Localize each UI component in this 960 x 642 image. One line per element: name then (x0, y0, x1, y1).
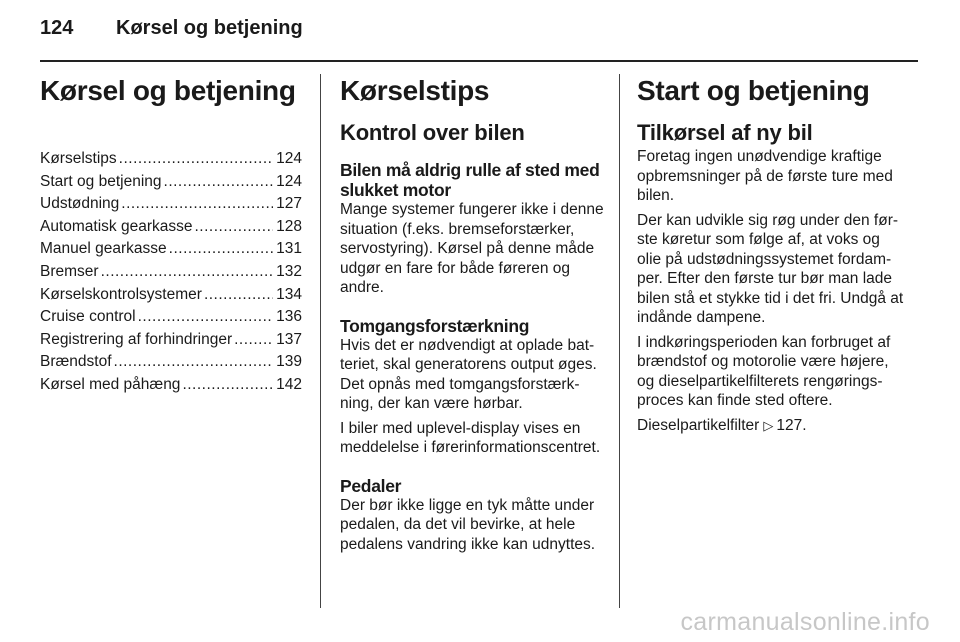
start-operation-column (637, 68, 905, 435)
toc-label: Start og betjening (40, 172, 162, 190)
paragraph: Der kan udvikle sig røg under den første køretur som følge af, at voks og olie på udstødningssystemet fordamper. Efter den første tur bør man lade bilen stå et stykke tid i det fri. Undgå at indånde dampene. (637, 211, 904, 326)
toc-leader-dots (164, 171, 274, 194)
toc-entry-korsel-med-paahaeng[interactable] (40, 374, 302, 397)
toc-leader-dots (234, 329, 273, 352)
toc-entry-korselstips[interactable] (40, 148, 302, 171)
toc-page: 139 (276, 353, 302, 371)
toc-label: Kørselstips (40, 150, 117, 167)
paragraph: Der bør ikke ligge en tyk måtte under pedalen, da det vil bevirke, at hele pedalens vandring ikke kan udnyttes. (340, 496, 596, 553)
toc-page: 127 (276, 195, 302, 213)
toc-page: 132 (276, 262, 302, 280)
toc-leader-dots (121, 193, 273, 216)
toc-page: 128 (276, 217, 302, 235)
column-divider-2 (619, 74, 620, 608)
toc-leader-dots (169, 238, 273, 261)
page-reference-triangle-icon: ▷ (763, 417, 774, 433)
toc-label: Cruise control (40, 308, 136, 326)
toc-entry-automatisk-gearkasse[interactable] (40, 216, 302, 239)
driving-tips-column (340, 68, 604, 554)
toc-label: Manuel gearkasse (40, 240, 167, 258)
reference-label: Dieselpartikelfilter (637, 416, 760, 434)
section-subtitle: Kontrol over bilen (340, 120, 525, 145)
toc-entry-start-og-betjening[interactable] (40, 171, 302, 194)
toc-label: Kørselskontrolsystemer (40, 285, 202, 303)
paragraph: I biler med uplevel-display vises en meddelelse i førerinformationscentret. (340, 419, 601, 456)
toc-page: 142 (276, 375, 302, 393)
running-title: Kørsel og betjening (116, 17, 303, 39)
toc-leader-dots (138, 306, 274, 329)
toc-label: Udstødning (40, 195, 120, 213)
paragraph: Mange systemer fungerer ikke i denne situation (f.eks. bremseforstærker, servostyring). Kørsel på denne måde udgør en fare for både føreren og andre. (340, 201, 604, 296)
toc-label: Kørsel med påhæng (40, 375, 181, 393)
toc-leader-dots (101, 261, 274, 284)
toc-page: 124 (276, 172, 302, 190)
toc-leader-dots (119, 148, 273, 171)
subsection-heading: Bilen må aldrig rulle af sted med slukket motor (340, 160, 600, 200)
toc-label: Bremser (40, 262, 99, 280)
section-title: Kørselstips (340, 75, 490, 106)
header-rule (40, 60, 918, 62)
section-subtitle: Tilkørsel af ny bil (637, 120, 813, 145)
toc-leader-dots (204, 284, 273, 307)
paragraph: I indkøringsperioden kan forbruget af brændstof og motorolie være højere, og dieselpartikelfilterets rengøringsproces kan finde sted oftere. (637, 333, 891, 409)
toc-entry-korselskontrolsystemer[interactable] (40, 284, 302, 307)
toc-entry-braendstof[interactable] (40, 351, 302, 374)
toc-entry-manuel-gearkasse[interactable] (40, 238, 302, 261)
paragraph: Foretag ingen unødvendige kraftige opbremsninger på de første ture med bilen. (637, 148, 893, 204)
subsection-heading: Tomgangsforstærkning (340, 315, 530, 336)
toc-page: 134 (276, 285, 302, 303)
chapter-title: Kørsel og betjening (40, 75, 296, 106)
page-number: 124 (40, 17, 74, 39)
toc-column (40, 68, 302, 397)
toc-entry-cruise-control[interactable] (40, 306, 302, 329)
toc-leader-dots (195, 216, 274, 239)
toc-entry-registrering[interactable] (40, 329, 302, 352)
page-header (40, 17, 303, 47)
reference-page: 127. (776, 416, 807, 434)
toc-page: 136 (276, 308, 302, 326)
paragraph: Hvis det er nødvendigt at oplade batteriet, skal generatorens output øges. Det opnås med tomgangsforstærkning, der kan være hørbar. (340, 336, 597, 412)
toc-leader-dots (114, 351, 274, 374)
watermark: carmanualsonline.info (680, 608, 930, 636)
toc-label: Automatisk gearkasse (40, 217, 193, 235)
toc-entry-udstodning[interactable] (40, 193, 302, 216)
toc-label: Brændstof (40, 353, 112, 371)
table-of-contents (40, 148, 302, 397)
toc-leader-dots (182, 374, 273, 397)
subsection-heading: Pedaler (340, 475, 402, 496)
cross-reference[interactable] (637, 416, 905, 436)
toc-entry-bremser[interactable] (40, 261, 302, 284)
toc-page: 124 (276, 150, 302, 167)
toc-page: 137 (276, 330, 302, 348)
column-divider-1 (320, 74, 321, 608)
toc-label: Registrering af forhindringer (40, 330, 233, 348)
toc-page: 131 (276, 240, 302, 258)
section-title: Start og betjening (637, 75, 870, 106)
